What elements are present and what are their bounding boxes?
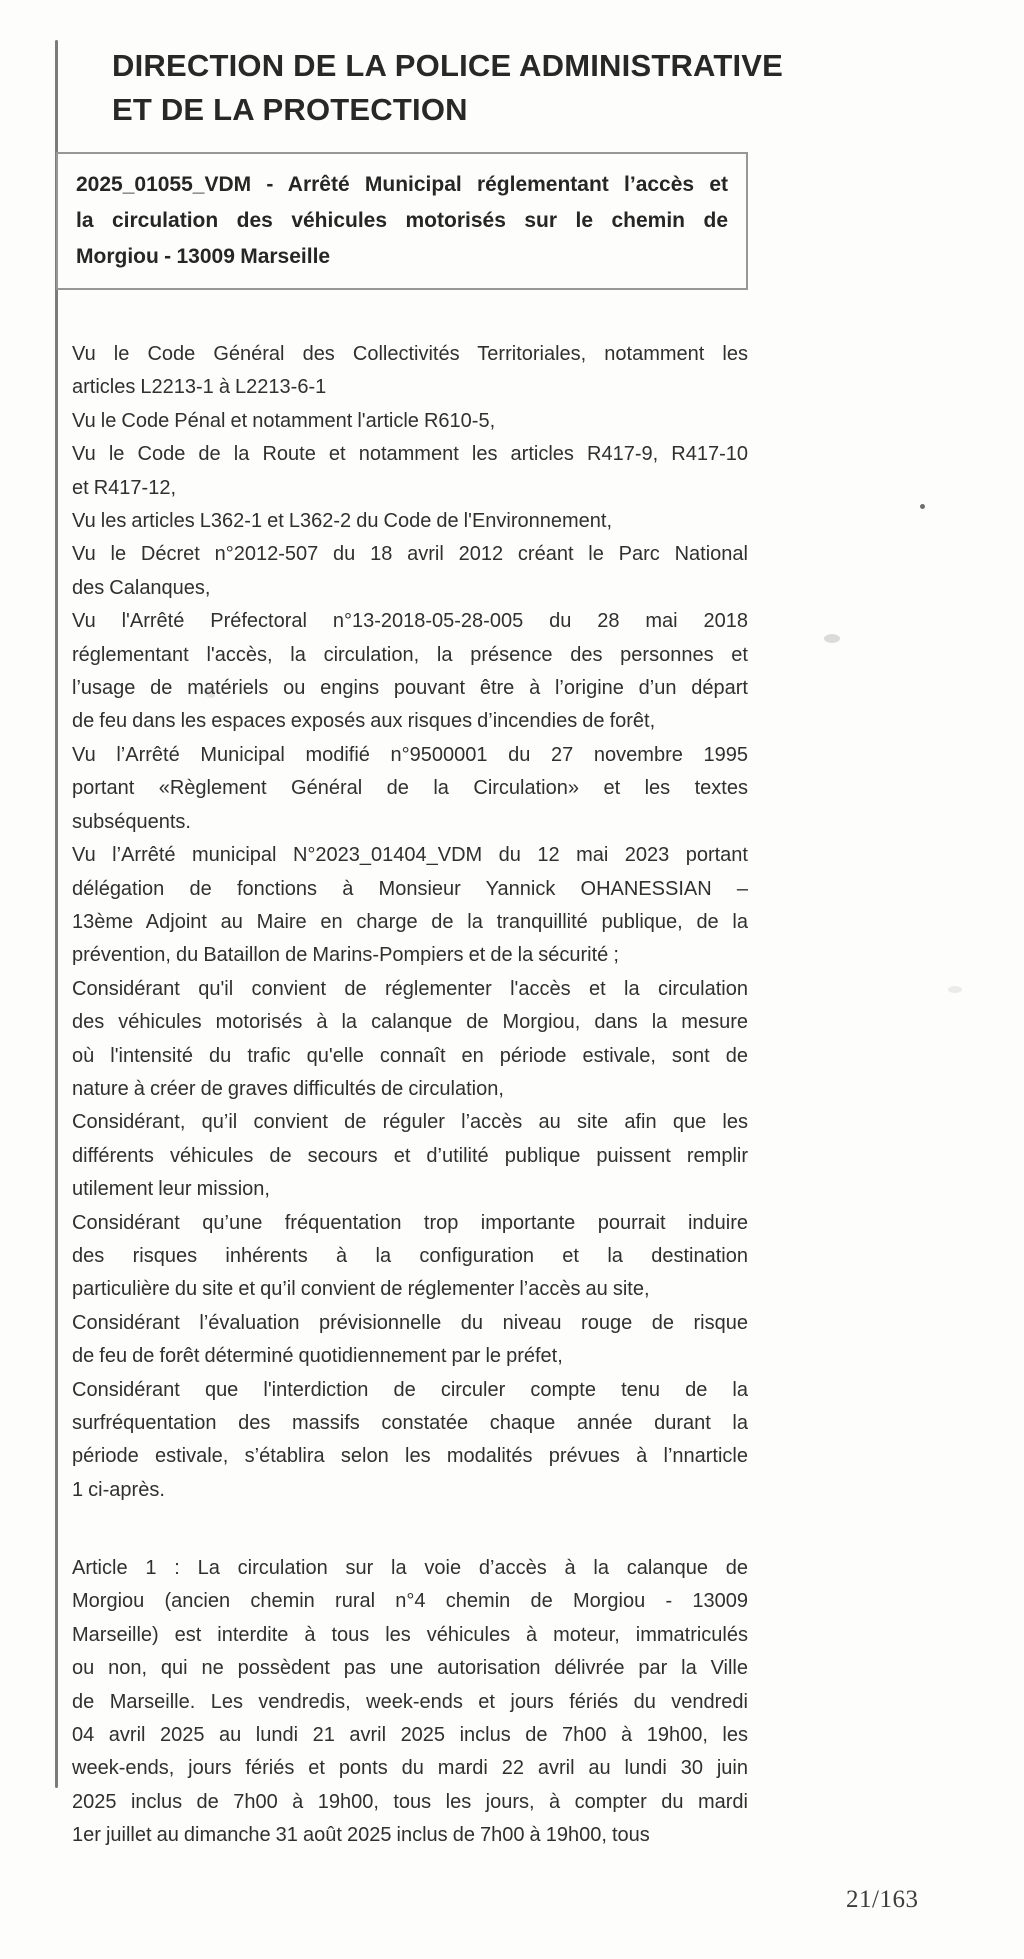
recital-line: Vu l’Arrêté Municipal modifié n°9500001 du 27 novembre 1995 <box>72 743 748 766</box>
decree-title-line: Morgiou - 13009 Marseille <box>76 245 331 268</box>
recital-paragraph <box>72 338 748 405</box>
recital-line: particulière du site et qu’il convient de réglementer l’accès au site, <box>72 1278 650 1301</box>
article-line: Article 1 : La circulation sur la voie d’accès à la calanque de <box>72 1557 748 1579</box>
recital-line: surfréquentation des massifs constatée chaque année durant la <box>72 1412 748 1434</box>
article-line: de Marseille. Les vendredis, week-ends et jours fériés du vendredi <box>72 1690 748 1713</box>
recital-line: utilement leur mission, <box>72 1178 270 1201</box>
recital-line: des Calanques, <box>72 576 211 599</box>
recital-line: Vu le Décret n°2012-507 du 18 avril 2012 créant le Parc National <box>72 543 748 566</box>
document-header <box>112 44 972 132</box>
recital-line: portant «Règlement Général de la Circulation» et les textes <box>72 777 748 800</box>
recital-line: et R417-12, <box>72 476 177 499</box>
scan-dot-artifact <box>920 504 925 509</box>
recital-line: de feu de forêt déterminé quotidiennement par le préfet, <box>72 1345 563 1368</box>
recital-line: de feu dans les espaces exposés aux risques d’incendies de forêt, <box>72 710 656 733</box>
recital-line: 1 ci-après. <box>72 1478 165 1501</box>
article-line: Morgiou (ancien chemin rural n°4 chemin de Morgiou - 13009 <box>72 1590 748 1613</box>
recital-paragraph <box>72 1106 748 1206</box>
recital-line: Vu le Code de la Route et notamment les articles R417-9, R417-10 <box>72 443 748 466</box>
recital-paragraph <box>72 505 748 538</box>
article-line: 2025 inclus de 7h00 à 19h00, tous les jours, à compter du mardi <box>72 1790 748 1813</box>
recital-paragraph <box>72 739 748 839</box>
recital-line: 13ème Adjoint au Maire en charge de la tranquillité publique, de la <box>72 910 748 933</box>
recital-line: réglementant l'accès, la circulation, la présence des personnes et <box>72 643 748 666</box>
recital-line: nature à créer de graves difficultés de circulation, <box>72 1077 504 1100</box>
recital-paragraph <box>72 405 748 438</box>
recital-line: Vu l'Arrêté Préfectoral n°13-2018-05-28-005 du 28 mai 2018 <box>72 610 748 633</box>
decree-title-line: 2025_01055_VDM - Arrêté Municipal réglementant l’accès et <box>76 173 728 196</box>
recital-line: délégation de fonctions à Monsieur Yannick OHANESSIAN – <box>72 877 748 900</box>
scan-edge-artifact <box>55 40 58 1788</box>
recital-line: prévention, du Bataillon de Marins-Pompiers et de la sécurité ; <box>72 944 619 967</box>
article-1-paragraph <box>72 1552 748 1853</box>
recital-line: Considérant, qu’il convient de réguler l’accès au site afin que les <box>72 1111 748 1134</box>
header-line-1: DIRECTION DE LA POLICE ADMINISTRATIVE <box>112 48 784 83</box>
recital-line: des risques inhérents à la configuration et la destination <box>72 1244 748 1267</box>
recital-paragraph <box>72 839 748 973</box>
recital-line: Vu les articles L362-1 et L362-2 du Code de l'Environnement, <box>72 510 613 533</box>
recital-line: où l'intensité du trafic qu'elle connaît en période estivale, sont de <box>72 1044 748 1067</box>
article-line: ou non, qui ne possèdent pas une autorisation délivrée par la Ville <box>72 1657 748 1680</box>
article-line: week-ends, jours fériés et ponts du mardi 22 avril au lundi 30 juin <box>72 1757 748 1780</box>
recital-line: l’usage de matériels ou engins pouvant être à l’origine d’un départ <box>72 677 748 700</box>
article-line: 1er juillet au dimanche 31 août 2025 inclus de 7h00 à 19h00, tous <box>72 1824 650 1847</box>
recital-paragraph <box>72 1374 748 1508</box>
recital-line: Considérant qu’une fréquentation trop importante pourrait induire <box>72 1211 748 1234</box>
recital-paragraph <box>72 605 748 739</box>
page-number: 21/163 <box>846 1886 919 1913</box>
scan-smudge-artifact <box>824 634 840 643</box>
header-line-2: ET DE LA PROTECTION <box>112 92 468 127</box>
recital-paragraph <box>72 1307 748 1374</box>
article-line: Marseille) est interdite à tous les véhicules à moteur, immatriculés <box>72 1623 748 1646</box>
recital-paragraph <box>72 538 748 605</box>
article-line: 04 avril 2025 au lundi 21 avril 2025 inclus de 7h00 à 19h00, les <box>72 1724 748 1747</box>
recital-line: subséquents. <box>72 810 191 833</box>
recital-paragraph <box>72 438 748 505</box>
recital-line: période estivale, s’établira selon les modalités prévues à l’nnarticle <box>72 1445 748 1468</box>
recital-line: des véhicules motorisés à la calanque de Morgiou, dans la mesure <box>72 1011 748 1034</box>
recital-line: Vu le Code Pénal et notamment l'article R610-5, <box>72 409 496 432</box>
scan-smudge-artifact <box>948 986 962 993</box>
recital-line: Vu le Code Général des Collectivités Territoriales, notamment les <box>72 343 748 365</box>
recital-line: Considérant qu'il convient de réglementer l'accès et la circulation <box>72 977 748 1000</box>
recitals-block <box>72 338 748 1507</box>
recital-line: articles L2213-1 à L2213-6-1 <box>72 376 327 399</box>
decree-title-box <box>56 152 748 290</box>
recital-paragraph <box>72 973 748 1107</box>
recital-paragraph <box>72 1207 748 1307</box>
recital-line: Considérant que l'interdiction de circuler compte tenu de la <box>72 1378 748 1401</box>
decree-title-line: la circulation des véhicules motorisés sur le chemin de <box>76 209 728 232</box>
recital-line: Considérant l’évaluation prévisionnelle du niveau rouge de risque <box>72 1311 748 1334</box>
recital-line: différents véhicules de secours et d’utilité publique puissent remplir <box>72 1144 748 1167</box>
recital-line: Vu l’Arrêté municipal N°2023_01404_VDM du 12 mai 2023 portant <box>72 844 748 867</box>
